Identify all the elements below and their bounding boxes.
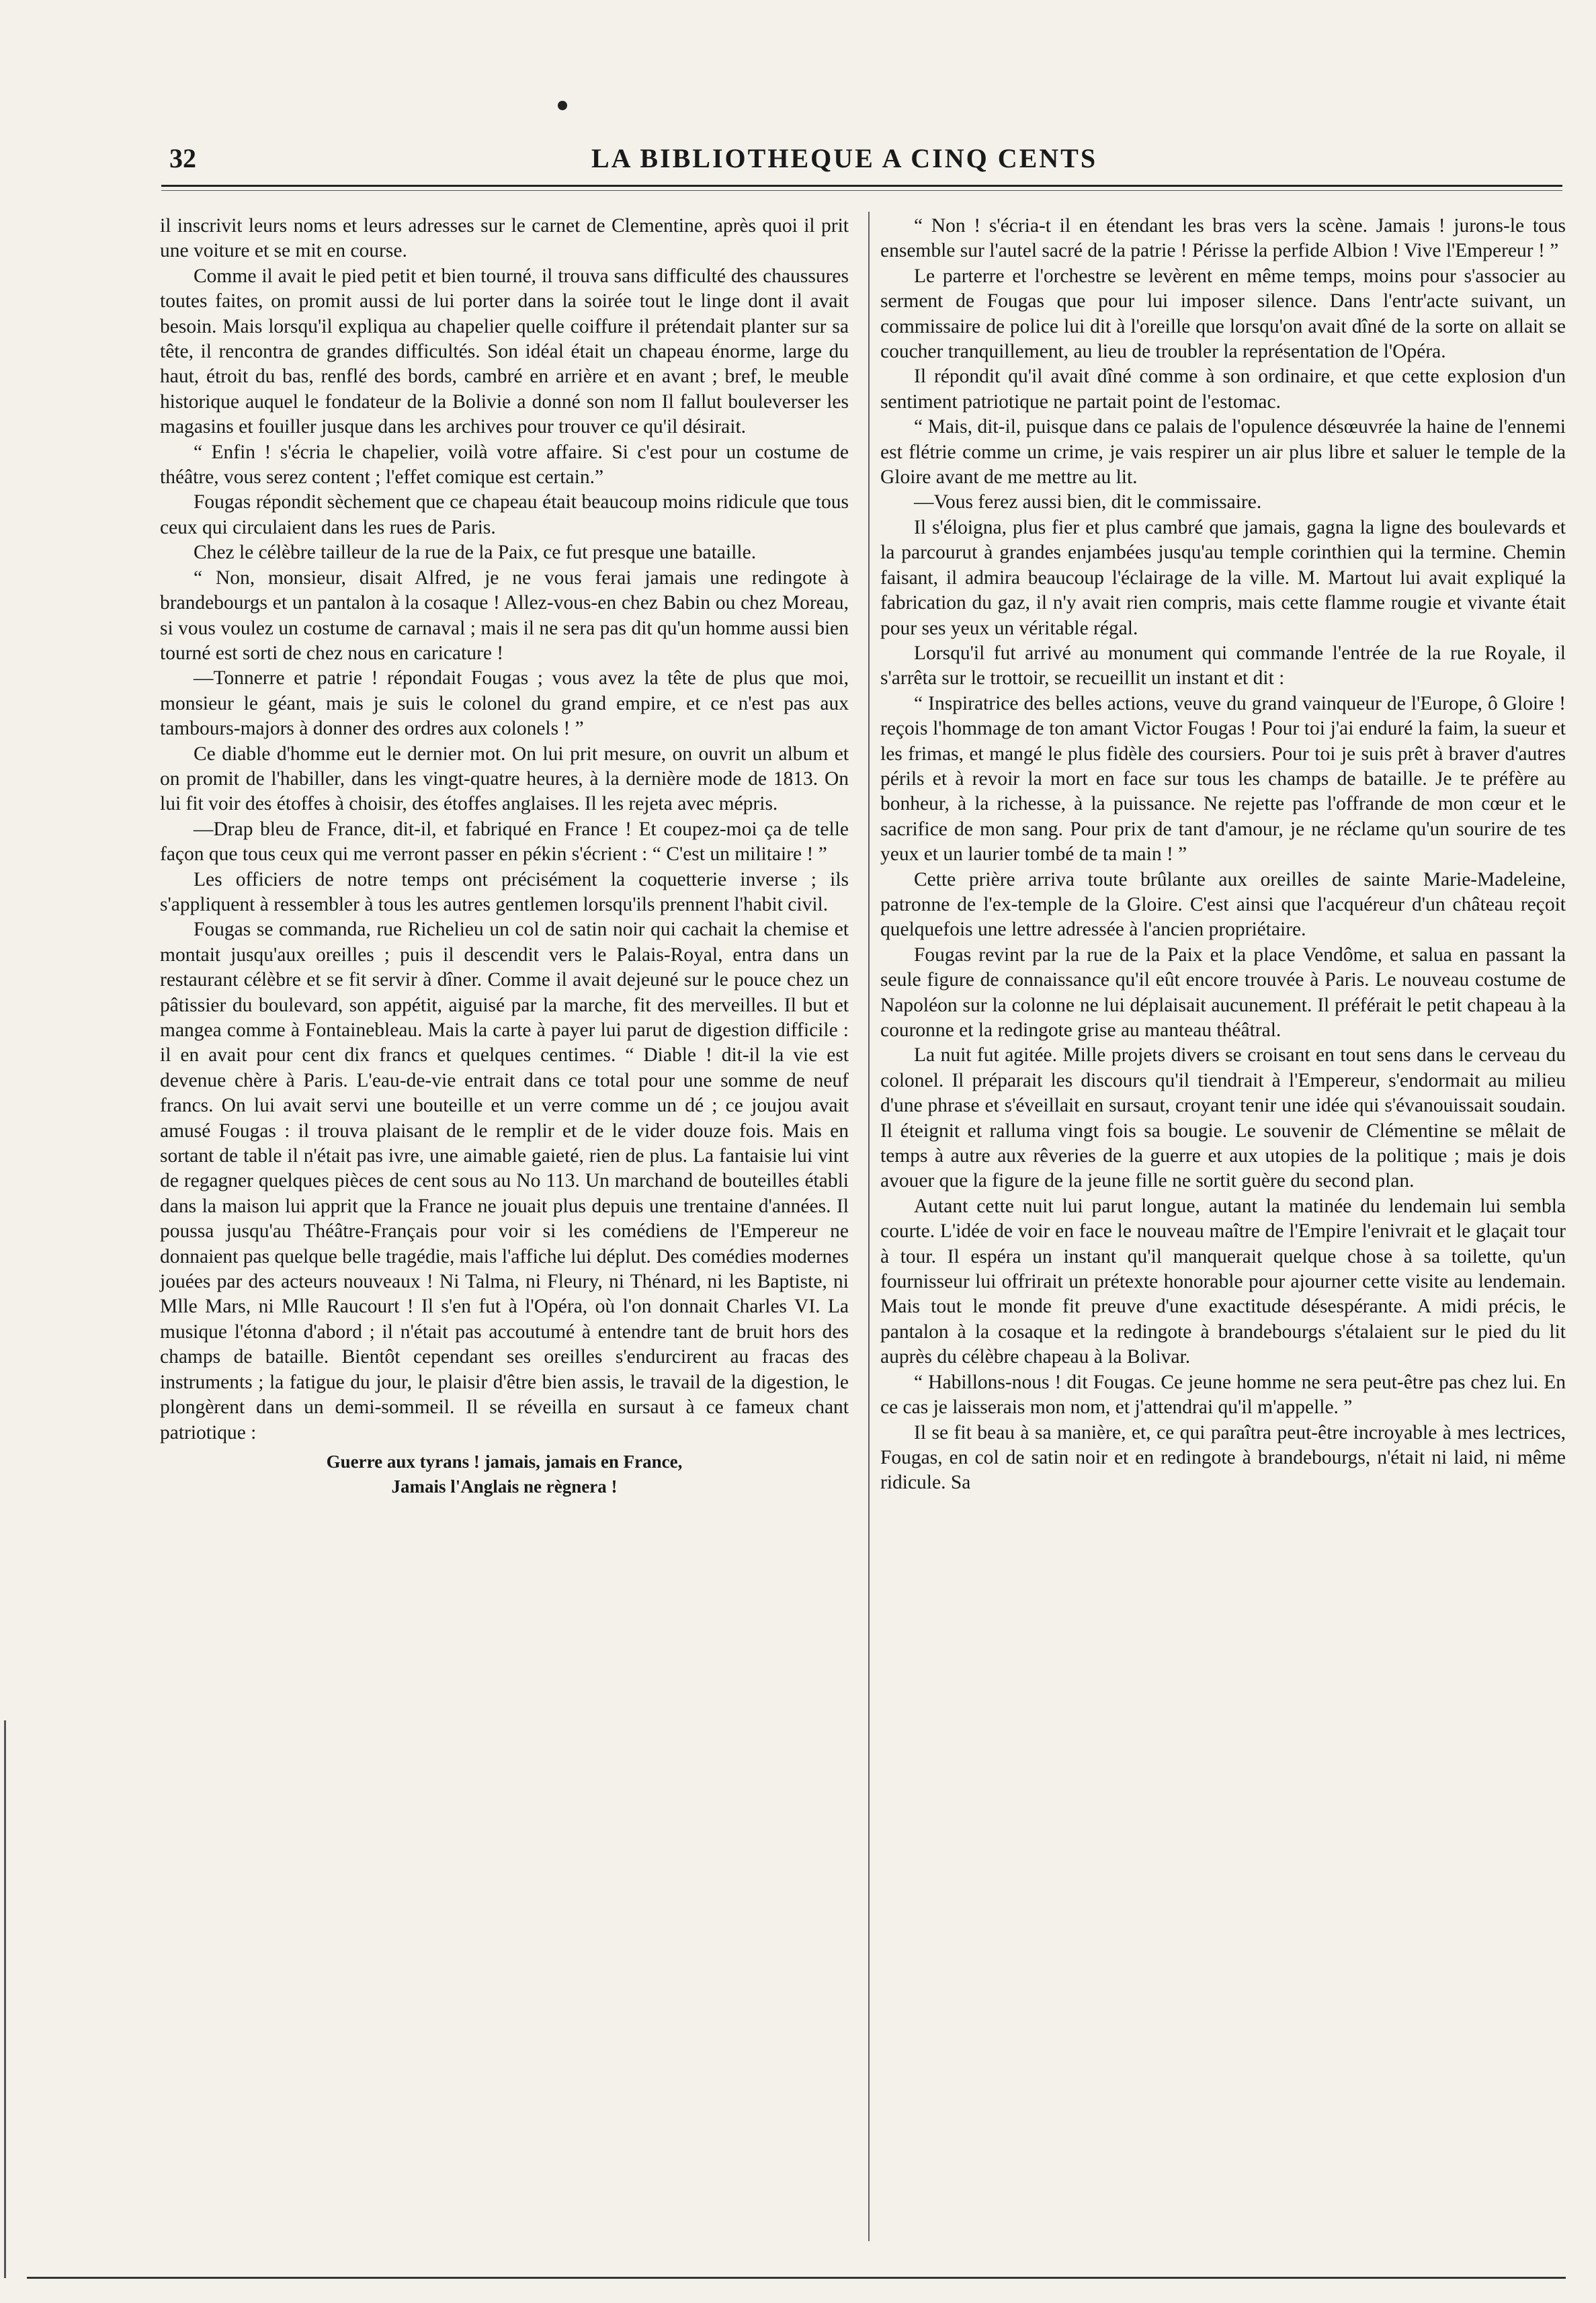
paragraph: “ Enfin ! s'écria le chapelier, voilà votre affaire. Si c'est pour un costume de théâtre, vous serez content ; l'effet comique est certain.”: [160, 441, 849, 489]
paragraph: Chez le célèbre tailleur de la rue de la Paix, ce fut presque une bataille.: [194, 542, 757, 564]
paragraph: Fougas se commanda, rue Richelieu un col de satin noir qui cachait la chemise et montait jusqu'aux oreilles ; puis il descendit vers le Palais-Royal, entra dans un restaurant célèbre et se fit servir à dîner. Comme il avait dejeuné sur le pouce chez un pâtissier du boulevard, son appétit, aiguisé par la marche, fit des merveilles. Il but et mangea comme à Fontainebleau. Mais la carte à payer lui parut de digestion difficile : il en avait pour cent dix francs et quelques centimes. “ Diable ! dit-il la vie est devenue chère à Paris. L'eau-de-vie entrait dans ce total pour une somme de neuf francs. On lui avait servi une bouteille et un verre comme un dé ; ce joujou avait amusé Fougas : il trouva plaisant de le remplir et de le vider douze fois. Mais en sortant de table il n'était pas ivre, une aimable gaieté, rien de plus. La fantaisie lui vint de regagner quelques pièces de cent sous au No 113. Un marchand de bouteilles établi dans la maison lui apprit que la France ne jouait plus depuis une trentaine d'années. Il poussa jusqu'au Théâtre-Français pour voir si les comédiens de l'Empereur ne donnaient pas quelque belle tragédie, mais l'affiche lui déplut. Des comédies modernes jouées par des acteurs nouveaux ! Ni Talma, ni Fleury, ni Thénard, ni les Baptiste, ni Mlle Mars, ni Mlle Raucourt ! Il s'en fut à l'Opéra, où l'on donnait Charles VI. La musique l'étonna d'abord ; il n'était pas accoutumé à entendre tant de bruit hors des champs de bataille. Bientôt cependant ses oreilles s'endurcirent au fracas des instruments ; la fatigue du jour, le plaisir d'être bien assis, le travail de la digestion, le plongèrent dans un demi-sommeil. Il se réveilla en sursaut à ce fameux chant patriotique :: [160, 919, 849, 1443]
paragraph: —Drap bleu de France, dit-il, et fabriqué en France ! Et coupez-moi ça de telle façon que tous ceux qui me verront passer en pékin s'écrient : “ C'est un militaire ! ”: [160, 818, 849, 866]
paragraph: il inscrivit leurs noms et leurs adresses sur le carnet de Clementine, après quoi il prit une voiture et se mit en course.: [160, 215, 849, 262]
header-rule-thin: [161, 190, 1562, 191]
paragraph: “ Inspiratrice des belles actions, veuve du grand vainqueur de l'Europe, ô Gloire ! reçois l'hommage de ton amant Victor Fougas ! Pour toi j'ai enduré la faim, la sueur et les frimas, et mangé le plus fidèle des coursiers. Pour toi je suis prêt à braver d'autres périls et à revoir la mort en face sur tous les champs de bataille. Je te préfère au bonheur, à la richesse, à la puissance. Ne rejette pas l'offrande de mon cœur et le sacrifice de mon sang. Pour prix de tant d'amour, je ne réclame qu'un sourire de tes yeux et un laurier tombé de ta main ! ”: [880, 692, 1566, 866]
paragraph: Fougas répondit sèchement que ce chapeau était beaucoup moins ridicule que tous ceux qui circulaient dans les rues de Paris.: [160, 491, 849, 538]
header-rule: [161, 185, 1562, 187]
page-header: [155, 142, 1566, 183]
paragraph: “ Non, monsieur, disait Alfred, je ne vous ferai jamais une redingote à brandebourgs et un pantalon à la cosaque ! Allez-vous-en chez Babin ou chez Moreau, si vous voulez un costume de carnaval ; mais il ne sera pas dit qu'un homme aussi bien tourné est sorti de chez nous en caricature !: [160, 567, 849, 664]
verse-line: Jamais l'Anglais ne règnera !: [391, 1476, 618, 1497]
ink-dot: [558, 101, 567, 110]
paragraph: Autant cette nuit lui parut longue, autant la matinée du lendemain lui sembla courte. L'idée de voir en face le nouveau maître de l'Empire l'enivrait et le glaçait tour à tour. Il espéra un instant qu'il manquerait quelque chose à sa toilette, qu'un fournisseur lui offrirait un prétexte honorable pour ajourner cette visite au lendemain. Mais tout le monde fit preuve d'une exactitude désespérante. A midi précis, le pantalon à la cosaque et la redingote à brandebourgs s'étalaient sur le pied du lit auprès du célèbre chapeau à la Bolivar.: [880, 1195, 1566, 1368]
paragraph: —Tonnerre et patrie ! répondait Fougas ; vous avez la tête de plus que moi, monsieur le géant, mais je suis le colonel du grand empire, et ce n'est pas aux tambours-majors à donner des ordres aux colonels ! ”: [160, 667, 849, 740]
paragraph: Il répondit qu'il avait dîné comme à son ordinaire, et que cette explosion d'un sentiment patriotique ne partait point de l'estomac.: [880, 366, 1566, 413]
paragraph: Cette prière arriva toute brûlante aux oreilles de sainte Marie-Madeleine, patronne de l'ex-temple de la Gloire. C'est ainsi que l'acquéreur d'un château reçoit quelquefois une lettre adressée à l'ancien propriétaire.: [880, 868, 1566, 941]
paragraph: —Vous ferez aussi bien, dit le commissaire.: [914, 491, 1262, 513]
footer-rule: [27, 2277, 1566, 2279]
verse: [160, 1450, 849, 1499]
column-rule: [868, 212, 870, 2241]
paragraph: Il s'éloigna, plus fier et plus cambré que jamais, gagna la ligne des boulevards et la parcourut à grandes enjambées jusqu'au temple corinthien qui la termine. Chemin faisant, il admira beaucoup l'éclairage de la ville. M. Martout lui avait expliqué la fabrication du gaz, il n'y avait rien compris, mais cette flamme rougie et vivante était pour ses yeux un véritable régal.: [880, 516, 1566, 639]
paragraph: Comme il avait le pied petit et bien tourné, il trouva sans difficulté des chaussures toutes faites, on promit aussi de lui porter dans la soirée tout le linge dont il avait besoin. Mais lorsqu'il expliqua au chapelier quelle coiffure il prétendait planter sur sa tête, il rencontra de grandes difficultés. Son idéal était un chapeau énorme, large du haut, étroit du bas, renflé des bords, cambré en arrière et en avant ; bref, le meuble historique auquel le fondateur de la Bolivie a donné son nom Il fallut bouleverser les magasins et fouiller jusque dans les archives pour trouver ce qu'il désirait.: [160, 265, 849, 438]
paragraph: “ Habillons-nous ! dit Fougas. Ce jeune homme ne sera peut-être pas chez lui. En ce cas je laisserais mon nom, et j'attendrai qu'il m'appelle. ”: [880, 1371, 1566, 1419]
verse-line: Guerre aux tyrans ! jamais, jamais en France,: [326, 1451, 683, 1472]
left-column: [160, 214, 849, 1499]
paragraph: “ Mais, dit-il, puisque dans ce palais de l'opulence désœuvrée la haine de l'ennemi est flétrie comme un crime, je vais respirer un air plus libre et saluer le temple de la Gloire avant de me mettre au lit.: [880, 416, 1566, 489]
paragraph: Lorsqu'il fut arrivé au monument qui commande l'entrée de la rue Royale, il s'arrêta sur le trottoir, se recueillit un instant et dit :: [880, 642, 1566, 689]
paragraph: Il se fit beau à sa manière, et, ce qui paraîtra peut-être incroyable à mes lectrices, Fougas, en col de satin noir et en redingote à brandebourgs, n'était ni laid, ni même ridicule. Sa: [880, 1421, 1566, 1494]
right-column: [880, 214, 1566, 1496]
scan-edge: [4, 1720, 6, 2278]
paragraph: Fougas revint par la rue de la Paix et la place Vendôme, et salua en passant la seule figure de connaissance qu'il eût encore trouvée à Paris. Le nouveau costume de Napoléon sur la colonne ne lui déplaisait aucunement. Il préférait le petit chapeau à la couronne et la redingote grise au manteau théâtral.: [880, 944, 1566, 1041]
running-title: LA BIBLIOTHEQUE A CINQ CENTS: [591, 143, 1098, 173]
paragraph: “ Non ! s'écria-t il en étendant les bras vers la scène. Jamais ! jurons-le tous ensemble sur l'autel sacré de la patrie ! Périsse la perfide Albion ! Vive l'Empereur ! ”: [880, 215, 1566, 262]
paragraph: Les officiers de notre temps ont précisément la coquetterie inverse ; ils s'appliquent à ressembler à tous les autres gentlemen lorsqu'ils prennent l'habit civil.: [160, 868, 849, 915]
paragraph: La nuit fut agitée. Mille projets divers se croisant en tout sens dans le cerveau du colonel. Il préparait les discours qu'il tiendrait à l'Empereur, s'endormait au milieu d'une phrase et s'éveillait en sursaut, croyant tenir une idée qui s'évanouissait soudain. Il éteignit et ralluma vingt fois sa bougie. Le souvenir de Clémentine se mêlait de temps à autre aux rêveries de la guerre et aux utopies de la politique ; mais je dois avouer que la figure de la jeune fille ne sortit guère du second plan.: [880, 1044, 1566, 1192]
paragraph: Le parterre et l'orchestre se levèrent en même temps, moins pour s'associer au serment de Fougas que pour lui imposer silence. Dans l'entr'acte suivant, un commissaire de police lui dit à l'oreille que lorsqu'on avait dîné de la sorte on allait se coucher tranquillement, au lieu de troubler la représentation de l'Opéra.: [880, 265, 1566, 363]
page-number: 32: [169, 143, 196, 173]
paragraph: Ce diable d'homme eut le dernier mot. On lui prit mesure, on ouvrit un album et on promit de l'habiller, dans les vingt-quatre heures, à la dernière mode de 1813. On lui fit voir des étoffes à choisir, des étoffes anglaises. Il les rejeta avec mépris.: [160, 743, 849, 815]
